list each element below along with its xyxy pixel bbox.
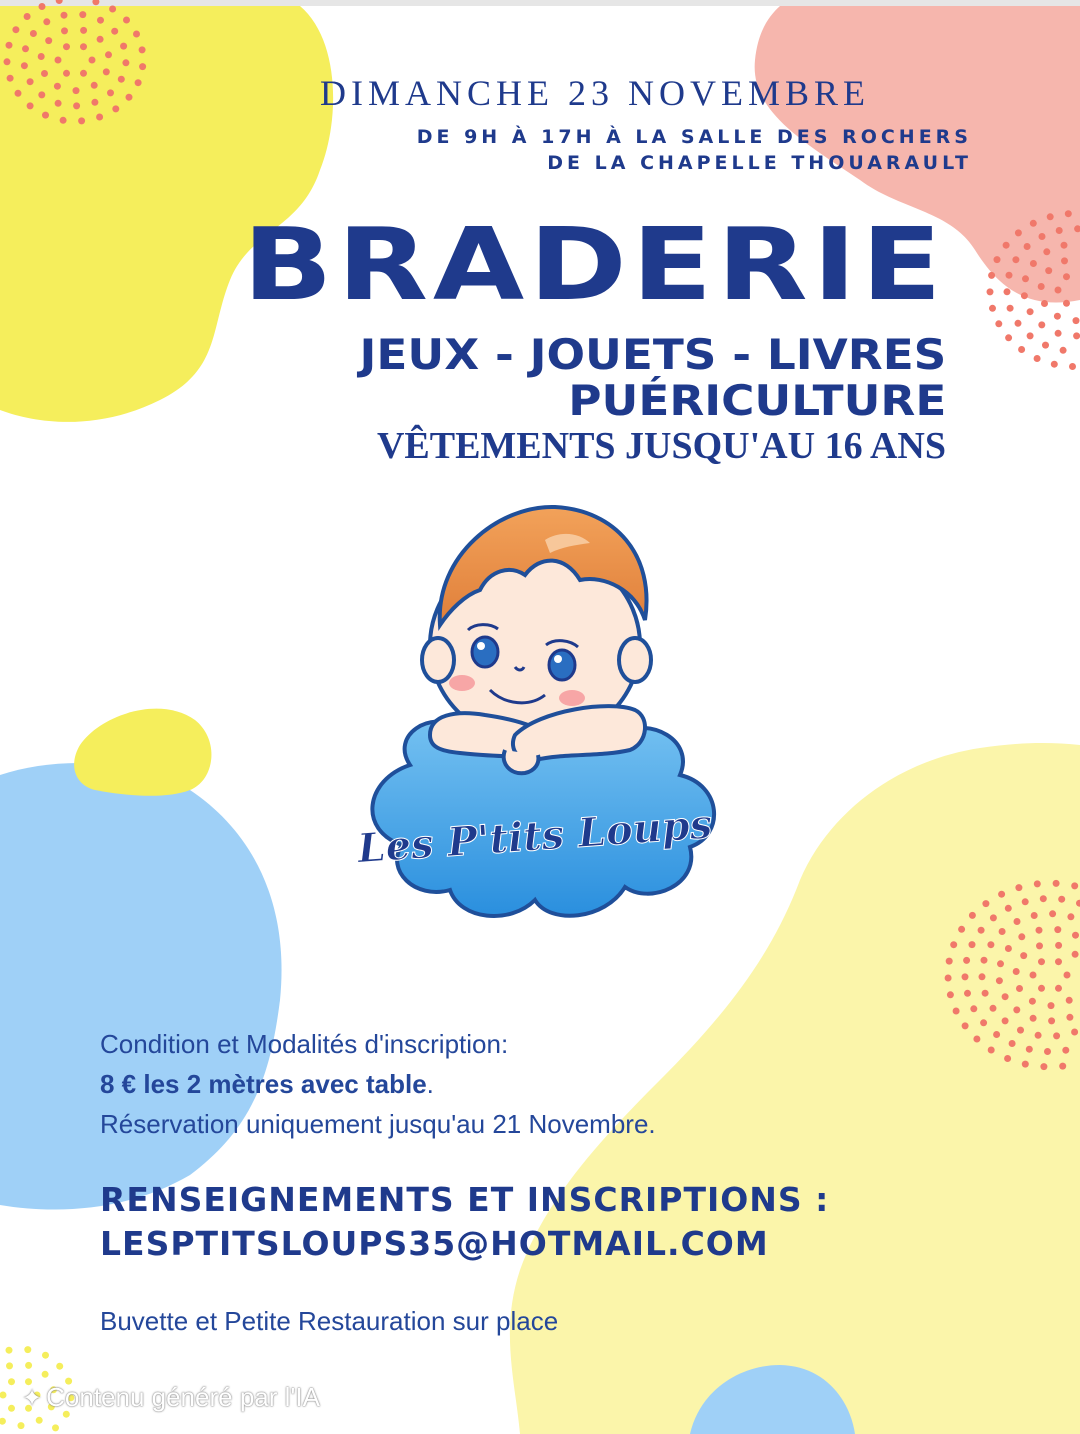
decor-dot	[27, 78, 34, 85]
contact-block	[100, 1178, 829, 1266]
decor-dot	[21, 62, 28, 69]
decor-dot	[126, 94, 133, 101]
decor-dot	[122, 59, 129, 66]
decor-dot	[1007, 305, 1014, 312]
decor-dot	[970, 1005, 977, 1012]
decor-dot	[139, 63, 146, 70]
decor-dot	[56, 1363, 63, 1370]
decor-dot	[1067, 913, 1074, 920]
decor-dot	[980, 1019, 987, 1026]
decor-dot	[1020, 952, 1027, 959]
decor-dot	[1058, 896, 1065, 903]
decor-dot	[1038, 283, 1045, 290]
decor-dot	[1066, 997, 1073, 1004]
decor-dot	[1041, 300, 1048, 307]
decor-dot	[1009, 1040, 1016, 1047]
decor-dot	[1022, 1061, 1029, 1068]
decor-dot	[1038, 985, 1045, 992]
decor-dot	[1031, 912, 1038, 919]
decor-dot	[1034, 880, 1041, 887]
decor-dot	[6, 1347, 13, 1354]
decor-dot	[1072, 932, 1079, 939]
decor-dot	[1013, 1006, 1020, 1013]
decor-dot	[963, 957, 970, 964]
decor-dot	[1061, 242, 1068, 249]
venue-line-2: DE LA CHAPELLE THOUARAULT	[547, 152, 972, 174]
decor-dot	[990, 1005, 997, 1012]
decor-dot	[8, 1405, 15, 1412]
decor-dot	[103, 68, 110, 75]
poster-title: BRADERIE	[242, 206, 946, 323]
decor-dot	[97, 36, 104, 43]
yellow-blob-small	[74, 709, 211, 796]
decor-dot	[4, 58, 11, 65]
decor-dot	[998, 891, 1005, 898]
decor-dot	[38, 91, 45, 98]
decor-dot	[1061, 257, 1068, 264]
decor-dot	[981, 957, 988, 964]
decor-dot	[1040, 895, 1047, 902]
decor-dot	[52, 1424, 59, 1431]
contact-label: RENSEIGNEMENTS ET INSCRIPTIONS :	[100, 1180, 830, 1219]
decor-dot	[1043, 248, 1050, 255]
decor-dot	[1049, 910, 1056, 917]
baby-on-cloud-logo	[350, 495, 730, 955]
decor-dot	[118, 76, 125, 83]
decor-dot	[1073, 332, 1080, 339]
decor-dot	[96, 114, 103, 121]
ai-notice-text: Contenu généré par l'IA	[46, 1382, 320, 1412]
items-line-1: JEUX - JOUETS - LIVRES	[359, 330, 946, 379]
decor-dot	[1004, 288, 1011, 295]
decor-dot	[1054, 926, 1061, 933]
decor-dot	[1029, 998, 1036, 1005]
decor-dot	[1073, 317, 1080, 324]
decor-dot	[24, 1346, 31, 1353]
decor-dot	[1048, 1002, 1055, 1009]
decor-dot	[1066, 1014, 1073, 1021]
decor-dot	[993, 1031, 1000, 1038]
decor-dot	[139, 46, 146, 53]
decor-dot	[1022, 898, 1029, 905]
decor-dot	[1039, 233, 1046, 240]
decor-dot	[1038, 958, 1045, 965]
decor-dot	[1055, 958, 1062, 965]
decor-dot	[1012, 256, 1019, 263]
decor-dot	[42, 1371, 49, 1378]
decor-dot	[1062, 1047, 1069, 1054]
items-line-2: PUÉRICULTURE	[567, 376, 946, 425]
conditions-price-end: .	[426, 1069, 434, 1099]
decor-dot	[80, 70, 87, 77]
decor-dot	[962, 973, 969, 980]
decor-dot	[1063, 300, 1070, 307]
decor-dot	[80, 27, 87, 34]
decor-dot	[105, 51, 112, 58]
decor-dot	[0, 1392, 7, 1399]
decor-dot	[7, 75, 14, 82]
decor-dot	[1004, 1055, 1011, 1062]
decor-dot	[1036, 942, 1043, 949]
decor-dot	[1034, 355, 1041, 362]
decor-dot	[60, 117, 67, 124]
decor-dot	[73, 102, 80, 109]
contact-email[interactable]: LESPTITSLOUPS35@HOTMAIL.COM	[100, 1224, 769, 1263]
decor-dot	[1005, 905, 1012, 912]
decor-dot	[987, 288, 994, 295]
decor-dot	[1045, 267, 1052, 274]
decor-dot	[1003, 242, 1010, 249]
decor-dot	[973, 1036, 980, 1043]
decor-dot	[1018, 346, 1025, 353]
decor-dot	[1064, 972, 1071, 979]
venue-line-1: DE 9H À 17H À LA SALLE DES ROCHERS	[416, 126, 972, 148]
decor-dot	[1055, 330, 1062, 337]
decor-dot	[979, 973, 986, 980]
decor-dot	[950, 941, 957, 948]
decor-dot	[1035, 1032, 1042, 1039]
decor-dot	[56, 0, 63, 4]
decor-dot	[63, 43, 70, 50]
decor-dot	[982, 990, 989, 997]
decor-dot	[123, 17, 130, 24]
decor-dot	[1053, 1032, 1060, 1039]
decor-dot	[1018, 933, 1025, 940]
items-line-3: VÊTEMENTS JUSQU'AU 16 ANS	[376, 425, 946, 467]
decor-dot	[1002, 993, 1009, 1000]
decor-dot	[12, 26, 19, 33]
decor-dot	[107, 89, 114, 96]
decor-dot	[989, 305, 996, 312]
decor-dot	[22, 45, 29, 52]
decor-dot	[18, 1422, 25, 1429]
decor-dot	[1059, 1063, 1066, 1070]
decor-dot	[97, 17, 104, 24]
decor-dot	[55, 57, 62, 64]
decor-dot	[1006, 272, 1013, 279]
decor-dot	[6, 42, 13, 49]
decor-dot	[1030, 220, 1037, 227]
decor-dot	[6, 1362, 13, 1369]
decor-dot	[15, 90, 22, 97]
decor-dot	[36, 1417, 43, 1424]
decor-dot	[1002, 1017, 1009, 1024]
decor-dot	[133, 31, 140, 38]
decor-dot	[1063, 273, 1070, 280]
decor-dot	[111, 28, 118, 35]
decor-dot	[1055, 287, 1062, 294]
decor-dot	[1016, 985, 1023, 992]
decor-dot	[996, 977, 1003, 984]
decor-dot	[953, 1008, 960, 1015]
decor-dot	[78, 117, 85, 124]
decor-dot	[964, 990, 971, 997]
event-date: DIMANCHE 23 NOVEMBRE	[320, 73, 870, 113]
decor-dot	[1055, 985, 1062, 992]
items-list	[359, 332, 946, 424]
conditions-heading: Condition et Modalités d'inscription:	[100, 1029, 509, 1059]
decor-dot	[1060, 347, 1067, 354]
decor-dot	[1027, 308, 1034, 315]
decor-dot	[978, 927, 985, 934]
conditions-reservation: Réservation uniquement jusqu'au 21 Novembre.	[100, 1109, 656, 1139]
decor-dot	[1055, 942, 1062, 949]
decor-dot	[135, 79, 142, 86]
decor-dot	[54, 83, 61, 90]
decor-dot	[1021, 292, 1028, 299]
decor-dot	[990, 914, 997, 921]
conditions-price: 8 € les 2 mètres avec table	[100, 1069, 427, 1099]
decor-dot	[25, 1362, 32, 1369]
decor-dot	[45, 37, 52, 44]
decor-dot	[997, 960, 1004, 967]
footer-buvette: Buvette et Petite Restauration sur place	[100, 1306, 559, 1336]
decor-dot	[969, 941, 976, 948]
decor-dot	[89, 57, 96, 64]
decor-dot	[946, 958, 953, 965]
decor-dot	[38, 53, 45, 60]
decor-dot	[1030, 1015, 1037, 1022]
decor-dot	[8, 1378, 15, 1385]
decor-dot	[987, 941, 994, 948]
conditions-price-row	[100, 1064, 656, 1104]
decor-dot	[55, 100, 62, 107]
decor-dot	[73, 87, 80, 94]
decor-dot	[61, 12, 68, 19]
decor-dot	[27, 102, 34, 109]
decor-dot	[41, 70, 48, 77]
conditions-block	[100, 1024, 656, 1144]
decor-dot	[1056, 227, 1063, 234]
decor-dot	[1038, 321, 1045, 328]
decor-dot	[958, 926, 965, 933]
decor-dot	[995, 320, 1002, 327]
decor-dot	[1014, 918, 1021, 925]
decor-dot	[1047, 213, 1054, 220]
event-venue	[417, 124, 972, 176]
decor-dot	[1015, 229, 1022, 236]
decor-dot	[1013, 968, 1020, 975]
decor-dot	[61, 27, 68, 34]
decor-dot	[112, 105, 119, 112]
decor-dot	[43, 18, 50, 25]
decor-dot	[42, 112, 49, 119]
decor-dot	[1005, 945, 1012, 952]
sparkle-icon: ✦	[22, 1385, 43, 1412]
logo-text: Les P'tits Loups	[355, 800, 714, 873]
decor-dot	[1024, 243, 1031, 250]
decor-dot	[982, 900, 989, 907]
decor-dot	[91, 82, 98, 89]
decor-dot	[1054, 313, 1061, 320]
decor-dot	[969, 912, 976, 919]
decor-dot	[1040, 1063, 1047, 1070]
decor-dot	[80, 43, 87, 50]
decor-dot	[1048, 1017, 1055, 1024]
decor-dot	[988, 272, 995, 279]
decor-dot	[1015, 884, 1022, 891]
decor-dot	[1030, 972, 1037, 979]
decor-dot	[109, 6, 116, 13]
decor-dot	[962, 1022, 969, 1029]
decor-dot	[91, 99, 98, 106]
decor-dot	[947, 991, 954, 998]
ai-notice	[22, 1382, 320, 1413]
decor-dot	[120, 43, 127, 50]
decor-dot	[1030, 260, 1037, 267]
decor-dot	[1072, 951, 1079, 958]
decor-dot	[79, 11, 86, 18]
decor-dot	[1036, 927, 1043, 934]
decor-dot	[30, 30, 37, 37]
decor-dot	[1017, 1027, 1024, 1034]
decor-dot	[988, 1047, 995, 1054]
decor-dot	[1051, 361, 1058, 368]
decor-dot	[999, 928, 1006, 935]
decor-dot	[1027, 332, 1034, 339]
decor-dot	[63, 70, 70, 77]
decor-dot	[1071, 882, 1078, 889]
decor-dot	[1022, 275, 1029, 282]
decor-dot	[1015, 320, 1022, 327]
decor-dot	[1071, 1029, 1078, 1036]
decor-dot	[1005, 334, 1012, 341]
decor-dot	[42, 1352, 49, 1359]
decor-dot	[1065, 210, 1072, 217]
decor-dot	[1026, 1046, 1033, 1053]
decor-dot	[994, 256, 1001, 263]
decor-dot	[945, 975, 952, 982]
decor-dot	[1044, 1048, 1051, 1055]
decor-dot	[24, 13, 31, 20]
decor-dot	[0, 1418, 6, 1425]
decor-dot	[1042, 342, 1049, 349]
decor-dot	[1069, 363, 1076, 370]
decor-dot	[39, 3, 46, 10]
decor-dot	[1053, 880, 1060, 887]
decor-dot	[92, 0, 99, 5]
